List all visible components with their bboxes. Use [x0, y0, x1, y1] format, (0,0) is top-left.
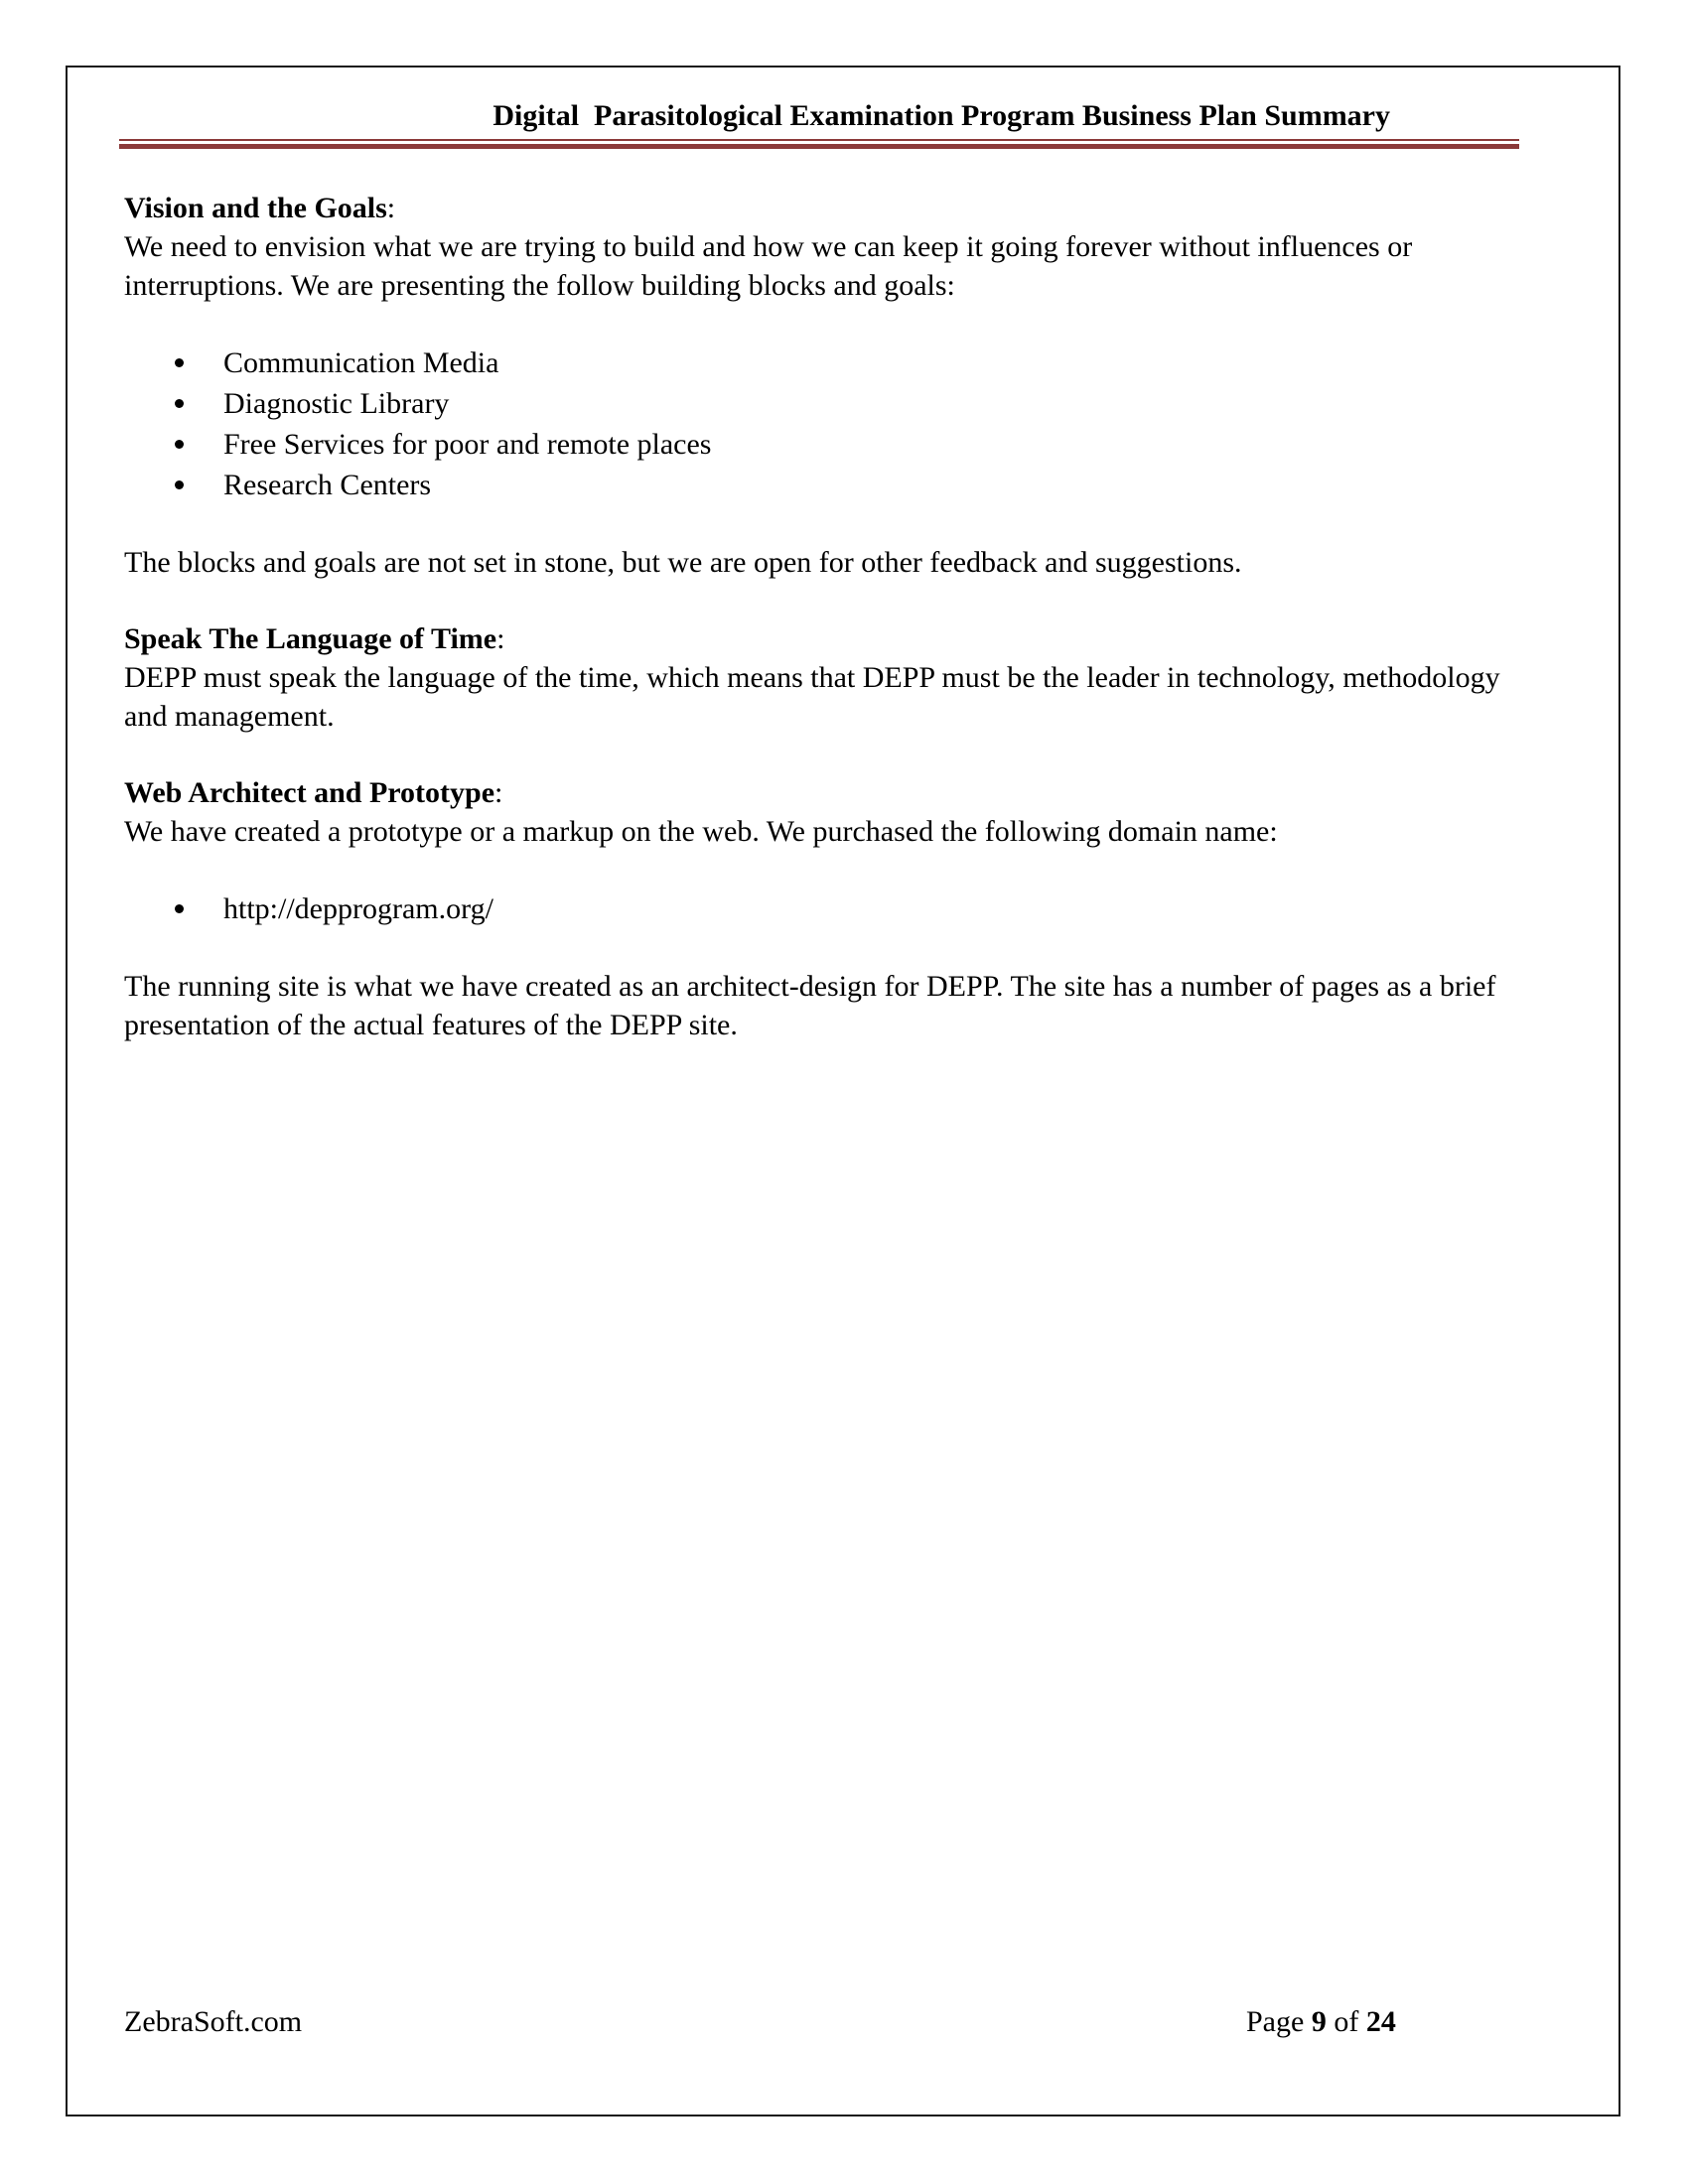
header-rule-thick: [119, 144, 1519, 149]
spacer: [124, 582, 1514, 619]
page-prefix: Page: [1246, 2005, 1312, 2038]
list-item: [124, 424, 1514, 465]
section-heading-text: Speak The Language of Time: [124, 622, 497, 655]
section-heading-text: Web Architect and Prototype: [124, 776, 495, 809]
list-item: [124, 888, 1514, 929]
bullet-icon: [175, 440, 184, 449]
header-rule: [119, 139, 1519, 151]
list-item-text: Communication Media: [223, 346, 499, 379]
section-heading-vision: [124, 189, 1514, 227]
bullet-icon: [175, 904, 184, 913]
domain-link[interactable]: http://depprogram.org/: [223, 892, 493, 925]
page-current: 9: [1311, 2005, 1327, 2038]
section-heading-colon: :: [494, 776, 503, 809]
goals-list: [124, 342, 1514, 505]
list-item: [124, 465, 1514, 505]
list-item-text: Diagnostic Library: [223, 387, 450, 420]
paragraph-running-site: The running site is what we have created as an architect-design for DEPP. The site has a number of pages as a brief presentation of the actual features of the DEPP site.: [124, 970, 1496, 1041]
header-rule-thin: [119, 139, 1519, 141]
section-heading-text: Vision and the Goals: [124, 192, 387, 224]
spacer: [124, 505, 1514, 543]
footer-site: ZebraSoft.com: [124, 2005, 303, 2038]
spacer: [124, 736, 1514, 773]
section-heading-language: [124, 619, 1514, 658]
footer-page-number: [1246, 2005, 1396, 2039]
section-heading-colon: :: [386, 192, 396, 224]
spacer: [124, 851, 1514, 888]
spacer: [124, 305, 1514, 342]
list-item: [124, 383, 1514, 424]
paragraph-language: DEPP must speak the language of the time, which means that DEPP must be the leader in technology, methodology and management.: [124, 661, 1500, 733]
list-item-text: Free Services for poor and remote places: [223, 428, 712, 461]
spacer: [124, 929, 1514, 967]
page-of: of: [1326, 2005, 1366, 2038]
list-item: [124, 342, 1514, 383]
paragraph-vision: We need to envision what we are trying to build and how we can keep it going forever without influences or interruptions. We are presenting the follow building blocks and goals:: [124, 230, 1413, 302]
domain-list: [124, 888, 1514, 929]
page-total: 24: [1365, 2005, 1396, 2038]
section-heading-web-architect: [124, 773, 1514, 812]
document-body: [124, 189, 1514, 1044]
paragraph-blocks-note: The blocks and goals are not set in stone, but we are open for other feedback and suggestions.: [124, 546, 1242, 579]
document-header-title: Digital Parasitological Examination Program Business Plan Summary: [492, 99, 1390, 132]
bullet-icon: [175, 358, 184, 367]
paragraph-web-architect: We have created a prototype or a markup on the web. We purchased the following domain name:: [124, 815, 1278, 848]
list-item-text: Research Centers: [223, 469, 432, 501]
bullet-icon: [175, 399, 184, 408]
section-heading-colon: :: [496, 622, 505, 655]
bullet-icon: [175, 480, 184, 489]
